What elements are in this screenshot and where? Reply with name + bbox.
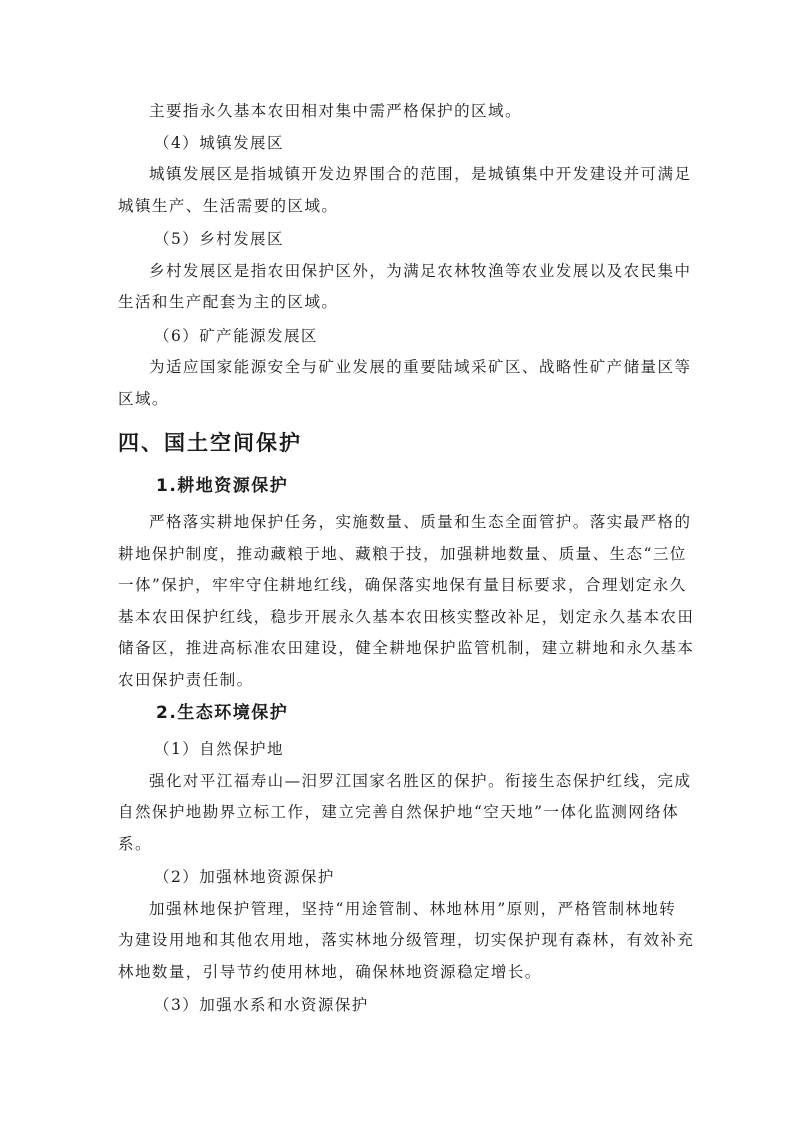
section-title: 四、国土空间保护 (118, 431, 302, 455)
paragraph-line: 一体”保护，牢牢守住耕地红线，确保落实地保有量目标要求，合理划定永久 (118, 576, 687, 594)
zone5-paragraph (118, 256, 692, 319)
intro-line: 主要指永久基本农田相对集中需严格保护的区域。 (149, 102, 522, 120)
paragraph-line: 加强林地保护管理，坚持“用途管制、林地林用”原则，严格管制林地转 (149, 899, 677, 918)
zone6-paragraph (118, 352, 692, 415)
zone4-heading: （4）城镇发展区 (154, 133, 284, 152)
paragraph-line: 为建设用地和其他农用地，落实林地分级管理，切实保护现有森林，有效补充 (118, 931, 695, 949)
paragraph-line: 城镇发展区是指城镇开发边界围合的范围，是城镇集中开发建设并可满足 (149, 165, 692, 183)
paragraph-line: 为适应国家能源安全与矿业发展的重要陆域采矿区、战略性矿产储量区等 (149, 358, 692, 376)
paragraph-line: 基本农田保护红线，稳步开展永久基本农田核实整改补足，划定永久基本农田 (118, 607, 695, 626)
farmland-paragraph (118, 507, 695, 696)
paragraph-line: 农田保护责任制。 (118, 670, 254, 689)
item1-heading: （1）自然保护地 (154, 740, 284, 758)
paragraph-line: 储备区，推进高标准农田建设，健全耕地保护监管机制，建立耕地和永久基本 (118, 639, 695, 657)
subsection-title: 1.耕地资源保护 (156, 476, 289, 496)
item3-heading: （3）加强水系和水资源保护 (154, 996, 369, 1014)
nature-reserve-paragraph (118, 766, 692, 861)
paragraph-line: 自然保护地勘界立标工作，建立完善自然保护地“空天地”一体化监测网络体 (118, 803, 680, 821)
zone4-paragraph (118, 159, 692, 222)
document-page (118, 96, 695, 1022)
zone6-heading: （6）矿产能源发展区 (154, 326, 318, 345)
item2-heading: （2）加强林地资源保护 (154, 868, 335, 886)
paragraph-line: 严格落实耕地保护任务，实施数量、质量和生态全面管护。落实最严格的 (149, 513, 692, 531)
paragraph-line: 生活和生产配套为主的区域。 (118, 293, 339, 311)
paragraph-line: 耕地保护制度，推动藏粮于地、藏粮于技，加强耕地数量、质量、生态“三位 (118, 544, 687, 563)
paragraph-line: 区域。 (118, 389, 169, 408)
paragraph-line: 林地数量，引导节约使用林地，确保林地资源稳定增长。 (118, 962, 542, 981)
subsection-title: 2.生态环境保护 (156, 703, 289, 723)
paragraph-line: 乡村发展区是指农田保护区外，为满足农林牧渔等农业发展以及农民集中 (149, 261, 692, 280)
paragraph-line: 系。 (118, 834, 152, 853)
forest-paragraph (118, 894, 695, 989)
paragraph-line: 城镇生产、生活需要的区域。 (118, 196, 339, 215)
zone5-heading: （5）乡村发展区 (154, 230, 284, 248)
paragraph-line: 强化对平江福寿山—汨罗江国家名胜区的保护。衔接生态保护红线，完成 (149, 771, 692, 790)
